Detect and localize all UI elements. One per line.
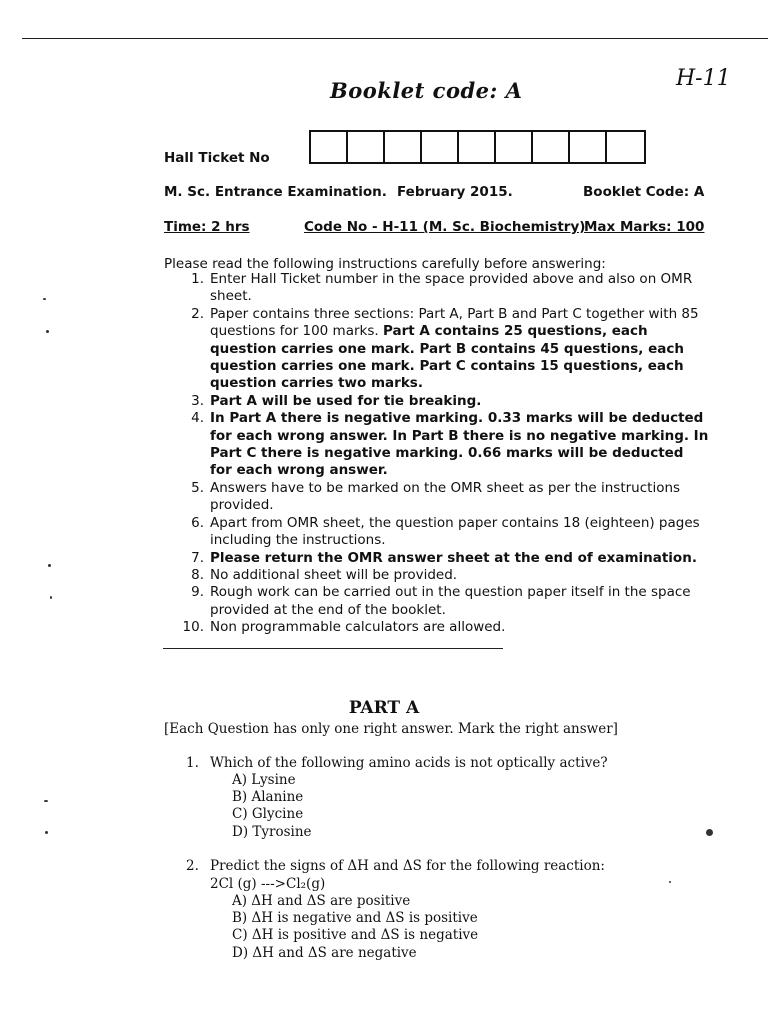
handwritten-booklet-code: Booklet code: A [330, 78, 523, 103]
hall-ticket-digit-box[interactable] [422, 132, 459, 162]
hall-ticket-digit-box[interactable] [533, 132, 570, 162]
instruction-item [164, 550, 709, 567]
instruction-text: Answers have to be marked on the OMR sheet as per the instructions provided. [210, 479, 681, 514]
instruction-number: 8. [191, 566, 204, 583]
question-number: 1. [186, 755, 199, 771]
answer-option: D) Tyrosine [232, 823, 312, 840]
hall-ticket-digit-box[interactable] [311, 132, 348, 162]
answer-option: A) ΔH and ΔS are positive [232, 893, 411, 909]
hall-ticket-digit-box[interactable] [496, 132, 533, 162]
top-rule [22, 38, 768, 39]
part-a-note: [Each Question has only one right answer. Mark the right answer] [164, 721, 618, 737]
instruction-text: Paper contains three sections: Part A, Part B and Part C together with 85 questions for 100 marks. [210, 305, 699, 340]
instruction-number: 2. [191, 305, 204, 322]
instruction-number: 9. [191, 584, 204, 601]
instruction-number: 5. [191, 479, 204, 496]
scan-speck [706, 829, 713, 836]
instruction-text: Rough work can be carried out in the question paper itself in the space provided at the end of the booklet. [210, 584, 691, 618]
exam-name: M. Sc. Entrance Examination. [164, 184, 387, 200]
instruction-text: Please return the OMR answer sheet at the end of examination. [210, 549, 697, 566]
instruction-text: In Part A there is negative marking. 0.33 marks will be deducted for each wrong answer. In Part B there is no negative marking. In Part C there is negative marking. 0.66 marks will be deducted for each wrong answer. [210, 410, 709, 479]
question-text: Which of the following amino acids is not optically active? [210, 755, 608, 771]
scan-speck [48, 564, 51, 567]
booklet-code: Booklet Code: A [583, 184, 705, 200]
exam-date: February 2015. [397, 184, 513, 200]
question-text: Predict the signs of ΔH and ΔS for the following reaction: [210, 858, 605, 874]
scan-speck [50, 596, 52, 599]
question-2-options [232, 893, 478, 962]
instruction-text: No additional sheet will be provided. [210, 566, 458, 583]
question-1-options [232, 772, 312, 841]
part-a-title: PART A [348, 698, 420, 718]
instruction-item [164, 393, 709, 410]
hall-ticket-digit-box[interactable] [607, 132, 644, 162]
reaction-equation: 2Cl (g) --->Cl₂(g) [210, 876, 326, 892]
code-no: Code No - H-11 (M. Sc. Biochemistry) [304, 219, 586, 235]
scan-speck [44, 800, 48, 802]
hall-ticket-digit-box[interactable] [348, 132, 385, 162]
hall-ticket-label: Hall Ticket No [164, 150, 270, 166]
instruction-text: Apart from OMR sheet, the question paper contains 18 (eighteen) pages including the instructions. [210, 514, 700, 549]
scan-speck [46, 330, 49, 333]
hall-ticket-digit-box[interactable] [570, 132, 607, 162]
instruction-item [164, 271, 709, 306]
instructions-list [164, 271, 709, 637]
instruction-text: Part A contains 25 questions, each question carries one mark. Part B contains 45 questions, each question carries one mark. Part C contains 15 questions, each question carries two marks. [210, 323, 684, 392]
scan-speck [43, 298, 46, 300]
instruction-number: 4. [191, 410, 204, 427]
hall-ticket-digit-box[interactable] [459, 132, 496, 162]
instruction-item [164, 584, 709, 619]
instruction-text: Part A will be used for tie breaking. [210, 392, 482, 409]
hall-ticket-digit-box[interactable] [385, 132, 422, 162]
section-divider [163, 648, 503, 649]
instruction-text: Enter Hall Ticket number in the space provided above and also on OMR sheet. [210, 271, 693, 305]
instructions-intro: Please read the following instructions carefully before answering: [164, 256, 606, 272]
instruction-item [164, 410, 709, 480]
instruction-number: 1. [191, 271, 204, 287]
answer-option: C) Glycine [232, 806, 304, 823]
handwritten-corner-code: H-11 [676, 66, 731, 91]
max-marks: Max Marks: 100 [584, 219, 705, 235]
answer-option: C) ΔH is positive and ΔS is negative [232, 927, 479, 944]
answer-option: B) Alanine [232, 789, 304, 806]
question-number: 2. [186, 858, 199, 874]
instruction-text: Non programmable calculators are allowed. [210, 619, 506, 636]
instruction-item [164, 619, 709, 636]
instruction-number: 6. [191, 514, 204, 531]
answer-option: D) ΔH and ΔS are negative [232, 944, 417, 961]
instruction-item [164, 567, 709, 584]
scan-speck [45, 831, 48, 834]
answer-option: A) Lysine [232, 772, 296, 788]
answer-option: B) ΔH is negative and ΔS is positive [232, 910, 478, 927]
instruction-number: 10. [182, 619, 204, 636]
instruction-item [164, 480, 709, 515]
instruction-number: 7. [191, 549, 204, 566]
instruction-number: 3. [191, 392, 204, 409]
hall-ticket-boxes[interactable] [309, 130, 646, 164]
scan-speck [669, 881, 671, 883]
instruction-item [164, 306, 709, 393]
exam-time: Time: 2 hrs [164, 219, 250, 235]
instruction-item [164, 515, 709, 550]
